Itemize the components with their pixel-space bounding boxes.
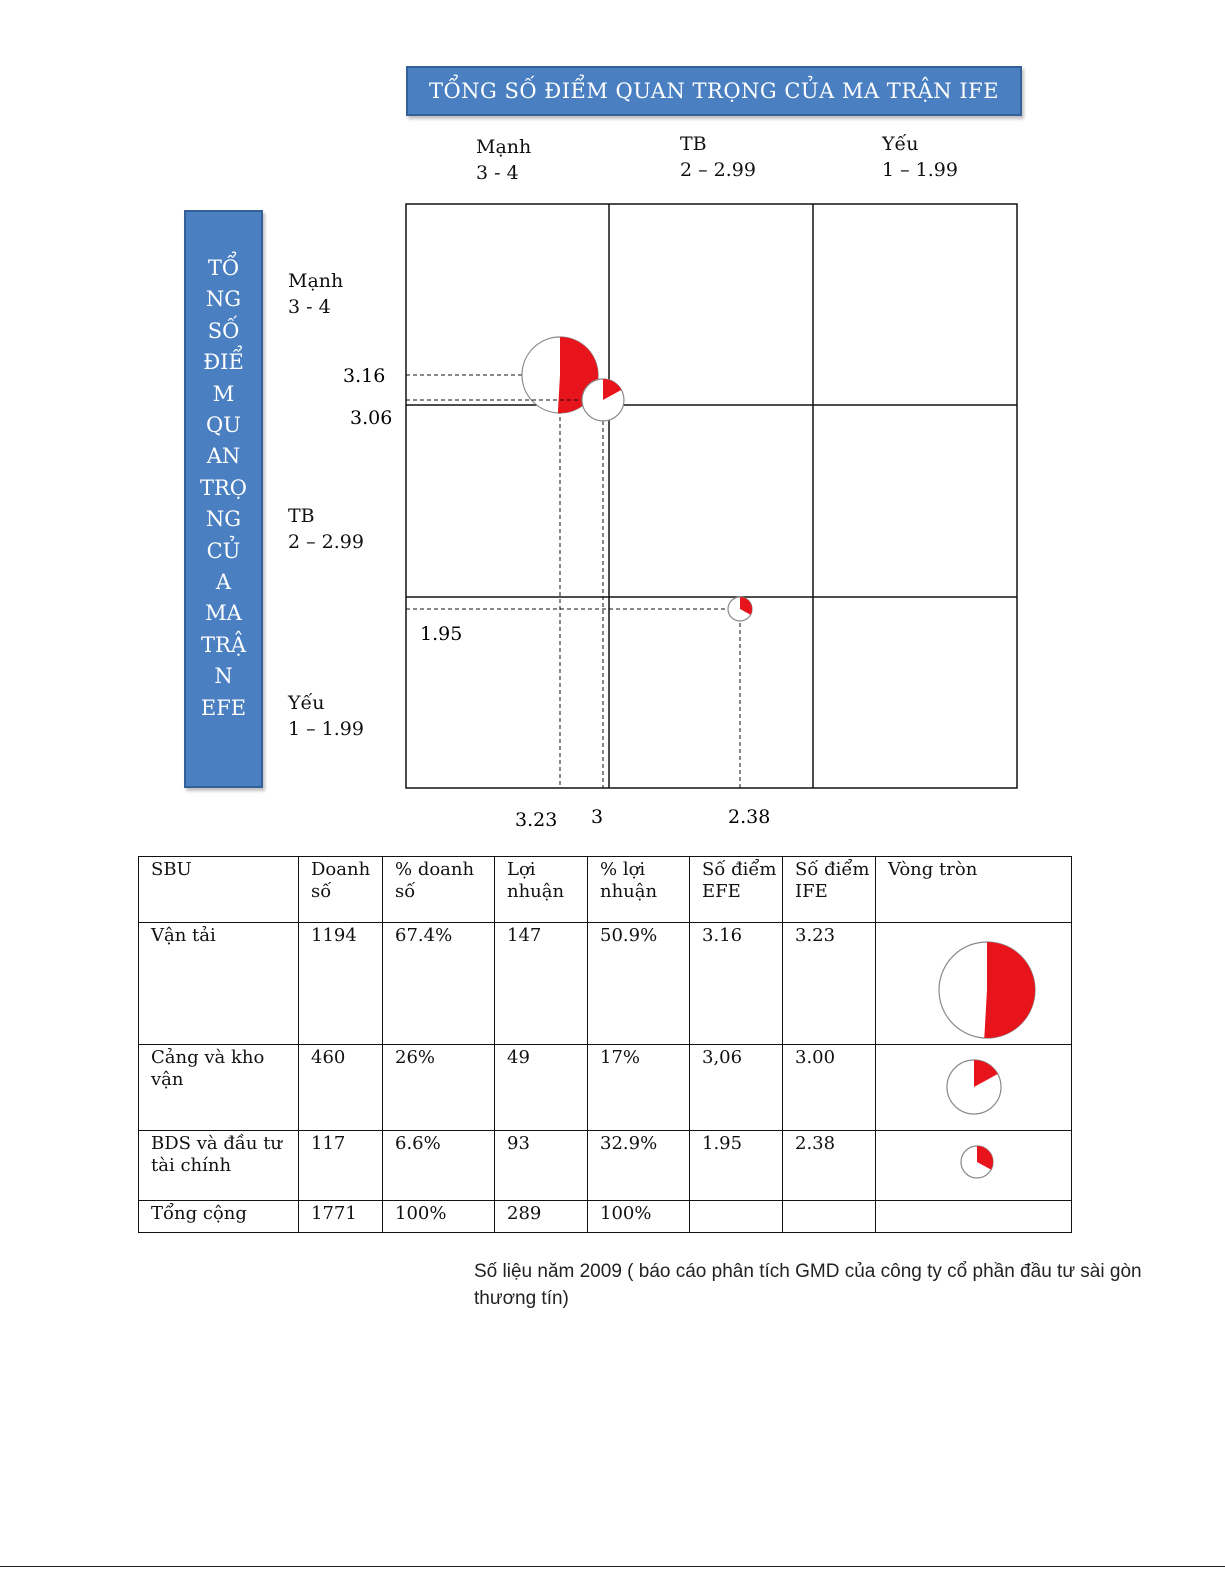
table-cell — [783, 1201, 876, 1233]
table-cell: 3.16 — [690, 923, 783, 1045]
table-circle-cell — [876, 1045, 1072, 1131]
efe-title-line: CỦ — [206, 538, 241, 563]
ife-value-label: 3 — [591, 806, 604, 828]
ife-value-label: 2.38 — [728, 806, 771, 828]
col-header-average: TB 2 – 2.99 — [680, 133, 756, 181]
sbu-bubble-3 — [728, 597, 752, 621]
table-cell: 49 — [495, 1045, 588, 1131]
efe-value-label: 1.95 — [420, 623, 463, 645]
table-header-row — [139, 857, 1072, 923]
row-header-weak: Yếu 1 – 1.99 — [288, 692, 364, 740]
efe-title-line: TRỌ — [199, 475, 248, 500]
efe-title-line: ĐIỂ — [203, 350, 244, 375]
row-header-average: TB 2 – 2.99 — [288, 505, 364, 553]
table-cell: Vận tải — [139, 923, 299, 1045]
efe-value-label: 3.06 — [350, 407, 393, 429]
efe-title-line: EFE — [200, 695, 247, 720]
table-bubble-2 — [944, 1057, 1004, 1117]
table-cell: 2.38 — [783, 1131, 876, 1201]
col-header-weak: Yếu 1 – 1.99 — [882, 133, 958, 181]
table-cell: 32.9% — [588, 1131, 690, 1201]
table-row — [139, 1131, 1072, 1201]
table-header-cell: Vòng tròn — [876, 857, 1072, 923]
table-bubble-pie-1 — [939, 942, 1035, 1038]
table-cell: 1194 — [299, 923, 383, 1045]
table-header-cell: Số điểm IFE — [783, 857, 876, 923]
table-bubble-pie-1-slice — [984, 942, 1035, 1038]
table-header-cell: % doanh số — [383, 857, 495, 923]
table-header-cell: Lợi nhuận — [495, 857, 588, 923]
source-note: Số liệu năm 2009 ( báo cáo phân tích GMD của công ty cổ phần đầu tư sài gòn thương tín) — [474, 1261, 1142, 1309]
table-cell: 3,06 — [690, 1045, 783, 1131]
page-bottom-rule — [0, 1566, 1225, 1567]
efe-title-line: TỔ — [207, 256, 240, 280]
efe-value-label: 3.16 — [343, 365, 386, 387]
efe-title-line: TRẬ — [201, 632, 246, 657]
table-cell: 289 — [495, 1201, 588, 1233]
table-cell: 6.6% — [383, 1131, 495, 1201]
table-cell: 17% — [588, 1045, 690, 1131]
table-cell: 147 — [495, 923, 588, 1045]
table-cell: 3.00 — [783, 1045, 876, 1131]
table-circle-cell — [876, 923, 1072, 1045]
table-cell: 1771 — [299, 1201, 383, 1233]
table-cell: Cảng và kho vận — [139, 1045, 299, 1131]
table-cell: 117 — [299, 1131, 383, 1201]
table-header-cell: Doanh số — [299, 857, 383, 923]
efe-title-line: MA — [205, 601, 242, 626]
table-header-cell: SBU — [139, 857, 299, 923]
matrix-frame — [406, 204, 1017, 788]
table-header-cell: Số điểm EFE — [690, 857, 783, 923]
table-cell: 93 — [495, 1131, 588, 1201]
table-row — [139, 1045, 1072, 1131]
ife-value-label: 3.23 — [515, 809, 558, 831]
table-cell: 100% — [588, 1201, 690, 1233]
table-cell: BDS và đầu tư tài chính — [139, 1131, 299, 1201]
efe-title-line: SỐ — [207, 318, 240, 343]
sbu-table — [138, 856, 1072, 1233]
table-bubble-pie-2 — [947, 1060, 1001, 1114]
table-cell — [690, 1201, 783, 1233]
efe-title-line: QU — [206, 413, 241, 437]
efe-title-line: AN — [206, 444, 241, 469]
table-row — [139, 1201, 1072, 1233]
table-cell: 460 — [299, 1045, 383, 1131]
row-header-strong: Mạnh 3 - 4 — [288, 270, 344, 318]
table-cell: 100% — [383, 1201, 495, 1233]
table-cell: Tổng cộng — [139, 1201, 299, 1233]
efe-title-line: NG — [205, 507, 242, 532]
table-cell: 50.9% — [588, 923, 690, 1045]
sbu-bubble-2 — [582, 379, 624, 421]
table-cell: 3.23 — [783, 923, 876, 1045]
efe-title-line: NG — [205, 287, 242, 312]
table-header-cell: % lợi nhuận — [588, 857, 690, 923]
efe-title-line: N — [214, 664, 233, 689]
table-cell: 1.95 — [690, 1131, 783, 1201]
table-bubble-pie-3 — [961, 1146, 993, 1178]
table-cell: 67.4% — [383, 923, 495, 1045]
table-cell: 26% — [383, 1045, 495, 1131]
table-circle-cell — [876, 1131, 1072, 1201]
efe-title-line: A — [215, 570, 232, 594]
table-bubble-3 — [958, 1143, 996, 1181]
efe-title-line: M — [212, 381, 235, 406]
col-header-strong: Mạnh 3 - 4 — [476, 136, 532, 184]
table-row — [139, 923, 1072, 1045]
table-circle-cell — [876, 1201, 1072, 1233]
table-bubble-1 — [936, 939, 1038, 1041]
ife-title: TỔNG SỐ ĐIỂM QUAN TRỌNG CỦA MA TRẬN IFE — [428, 79, 1000, 103]
